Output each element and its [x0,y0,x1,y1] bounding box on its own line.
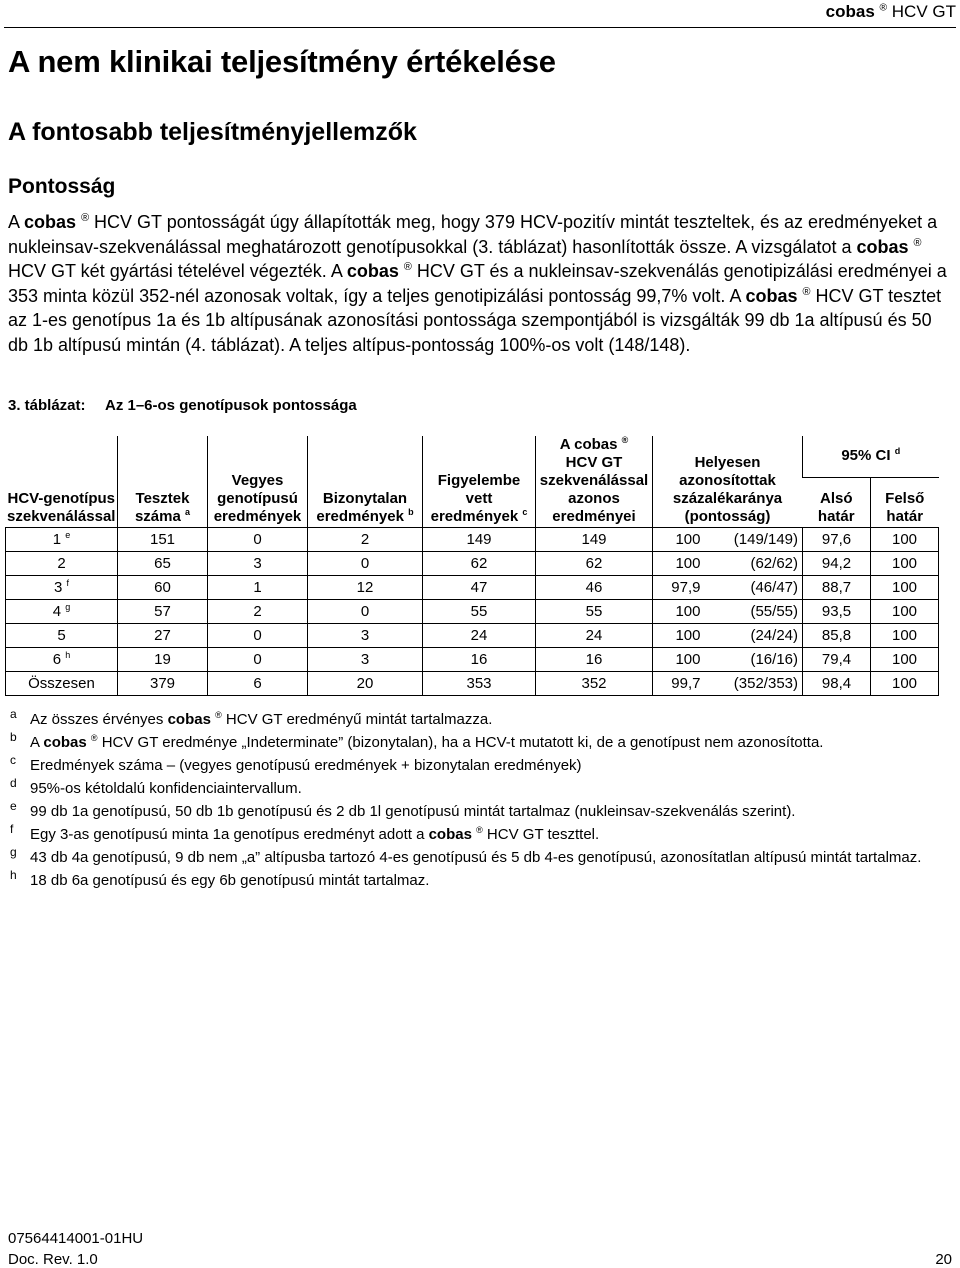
lower-cell: 88,7 [803,576,871,600]
running-header [826,2,956,22]
tested-cell: 57 [118,600,208,624]
agreement-cell: 149 [536,528,653,552]
table-row [6,672,939,696]
intro-paragraph [8,210,954,358]
mixed-cell: 0 [208,648,308,672]
upper-cell: 100 [871,648,939,672]
lower-cell: 94,2 [803,552,871,576]
header-genotype: HCV-genotípus szekvenálással [7,490,116,525]
percent-value-cell: 100 [653,528,705,552]
agreement-cell: 46 [536,576,653,600]
mixed-cell: 0 [208,624,308,648]
genotype-cell: 6 $^h$ [6,648,118,672]
footnote-mark: d [10,776,17,790]
considered-cell: 24 [423,624,536,648]
table-row [6,552,939,576]
header-mixed: Vegyes genotípusú eredmények [208,436,308,528]
footnote-mark: a [10,707,17,721]
percent-value-cell: 100 [653,552,705,576]
page-number: 20 [935,1251,952,1268]
footnote-mark: e [10,799,17,813]
header-brand: cobas [825,2,875,21]
percent-value-cell: 100 [653,600,705,624]
lower-cell: 85,8 [803,624,871,648]
percent-value-cell: 99,7 [653,672,705,696]
header-ci: 95% CI $^d$ [803,436,939,478]
reg-mark: ® [802,285,811,298]
indeterminate-cell: 0 [308,600,423,624]
accuracy-table [5,436,939,696]
header-tested: Tesztek száma $^a$ [118,436,208,528]
cobas-brand: cobas [346,261,399,282]
cobas-brand: cobas [24,212,77,232]
footnote-d: d 95%-os kétoldalú konfidenciaintervallum. [10,776,302,797]
mixed-cell: 1 [208,576,308,600]
genotype-cell: 4 $^g$ [6,600,118,624]
table-row [6,624,939,648]
para-text-2: HCV GT pontosságát úgy állapították meg, hogy 379 HCV-pozitív mintát teszteltek, és az eredményeket a nukleinsav-szekvenálással meghatározott genotípusokkal (3. táblázat) hasonlították össze. A vizsgálatot a [8,212,938,257]
cobas-brand: cobas [745,285,798,306]
lower-cell: 97,6 [803,528,871,552]
footnote-f: f Egy 3-as genotípusú minta 1a genotípus eredményt adott a cobas ® HCV GT teszttel. [10,822,600,843]
page-title: A nem klinikai teljesítmény értékelése [8,44,556,79]
para-text-3: HCV GT két gyártási tételével végezték. A [8,261,347,282]
genotype-cell: 1 $^e$ [6,528,118,552]
footnote-a: a Az összes érvényes cobas ® HCV GT eredményű mintát tartalmazza. [10,707,493,728]
header-percent: Helyesen azonosítottak százalékaránya (pontosság) [653,436,803,528]
genotype-cell: 2 [6,552,118,576]
agreement-cell: 24 [536,624,653,648]
percent-fraction-cell: (24/24) [705,624,803,648]
percent-value-cell: 97,9 [653,576,705,600]
upper-cell: 100 [871,528,939,552]
table-row [6,576,939,600]
header-indeterminate: Bizonytalan eredmények $^b$ [308,436,423,528]
percent-fraction-cell: (46/47) [705,576,803,600]
percent-value-cell: 100 [653,624,705,648]
header-lower: Alsó határ [803,478,871,528]
agreement-cell: 352 [536,672,653,696]
lower-cell: 98,4 [803,672,871,696]
header-upper: Felső határ [871,478,939,528]
footnote-h: h 18 db 6a genotípusú és egy 6b genotípusú mintát tartalmaz. [10,868,430,889]
header-product: HCV GT [891,2,956,21]
lower-cell: 93,5 [803,600,871,624]
table-title: Az 1–6-os genotípusok pontossága [105,397,357,414]
table-row [6,648,939,672]
percent-fraction-cell: (352/353) [705,672,803,696]
genotype-cell: 3 $^f$ [6,576,118,600]
footnote-mark: h [10,868,17,882]
para-text-5: HCV GT tesztet az 1-es genotípus 1a és 1b altípusának azonosítási pontossága szempontjából is vizsgálták 99 db 1a altípusú és 50 db 1b altípusú mintán (4. táblázat). A teljes altípus-pontosság 100%-os volt (148/148). [8,285,942,355]
agreement-cell: 55 [536,600,653,624]
indeterminate-cell: 3 [308,648,423,672]
considered-cell: 55 [423,600,536,624]
footnote-mark: f [10,822,14,836]
tested-cell: 65 [118,552,208,576]
cobas-brand: cobas [856,236,909,257]
upper-cell: 100 [871,600,939,624]
indeterminate-cell: 0 [308,552,423,576]
tested-cell: 60 [118,576,208,600]
considered-cell: 149 [423,528,536,552]
table-row [6,600,939,624]
page-subtitle: A fontosabb teljesítményjellemzők [8,118,417,146]
table-number: 3. táblázat: [8,397,86,414]
considered-cell: 353 [423,672,536,696]
document-number: 07564414001-01HU [8,1230,144,1247]
reg-mark: ® [913,236,922,249]
header-reg: ® [879,2,888,14]
tested-cell: 379 [118,672,208,696]
footnote-mark: b [10,730,17,744]
percent-fraction-cell: (62/62) [705,552,803,576]
tested-cell: 151 [118,528,208,552]
genotype-cell: Összesen [6,672,118,696]
footnote-g: g 43 db 4a genotípusú, 9 db nem „a” altípusba tartozó 4-es genotípusú és 5 db 4-es genotípusú, azonosítatlan altípusú mintát tartalmaz. [10,845,922,866]
reg-mark: ® [81,212,90,224]
percent-fraction-cell: (149/149) [705,528,803,552]
footnote-mark: c [10,753,16,767]
tested-cell: 27 [118,624,208,648]
document-revision: Doc. Rev. 1.0 [8,1251,98,1268]
footnotes [8,707,948,894]
agreement-cell: 16 [536,648,653,672]
footnote-e: e 99 db 1a genotípusú, 50 db 1b genotípusú és 2 db 1l genotípusú mintát tartalmaz (nukleinsav-szekvenálás szerint). [10,799,796,820]
header-rule [4,27,956,28]
considered-cell: 16 [423,648,536,672]
upper-cell: 100 [871,624,939,648]
indeterminate-cell: 12 [308,576,423,600]
considered-cell: 62 [423,552,536,576]
upper-cell: 100 [871,576,939,600]
percent-fraction-cell: (55/55) [705,600,803,624]
mixed-cell: 0 [208,528,308,552]
header-agreement: A cobas ® HCV GT szekvenálással azonos eredményei [536,436,653,528]
mixed-cell: 3 [208,552,308,576]
mixed-cell: 6 [208,672,308,696]
header-considered: Figyelembe vett eredmények $^c$ [423,436,536,528]
upper-cell: 100 [871,552,939,576]
lower-cell: 79,4 [803,648,871,672]
upper-cell: 100 [871,672,939,696]
footnote-mark: g [10,845,17,859]
agreement-cell: 62 [536,552,653,576]
indeterminate-cell: 3 [308,624,423,648]
percent-value-cell: 100 [653,648,705,672]
percent-fraction-cell: (16/16) [705,648,803,672]
table-caption [8,397,357,414]
mixed-cell: 2 [208,600,308,624]
indeterminate-cell: 20 [308,672,423,696]
para-text-4: HCV GT és a nukleinsav-szekvenálás genotipizálási eredményei a 353 minta közül 352-nél azonosak voltak, így a teljes genotipizálási pontosság 99,7% volt. A [8,261,947,306]
genotype-cell: 5 [6,624,118,648]
section-heading: Pontosság [8,175,116,198]
considered-cell: 47 [423,576,536,600]
table-row [6,528,939,552]
footnote-c: c Eredmények száma – (vegyes genotípusú eredmények + bizonytalan eredmények) [10,753,582,774]
reg-mark: ® [403,261,412,274]
para-text-1: A [8,212,25,232]
indeterminate-cell: 2 [308,528,423,552]
tested-cell: 19 [118,648,208,672]
footnote-b: b A cobas ® HCV GT eredménye „Indeterminate” (bizonytalan), ha a HCV-t mutatott ki, de a genotípust nem azonosította. [10,730,824,751]
